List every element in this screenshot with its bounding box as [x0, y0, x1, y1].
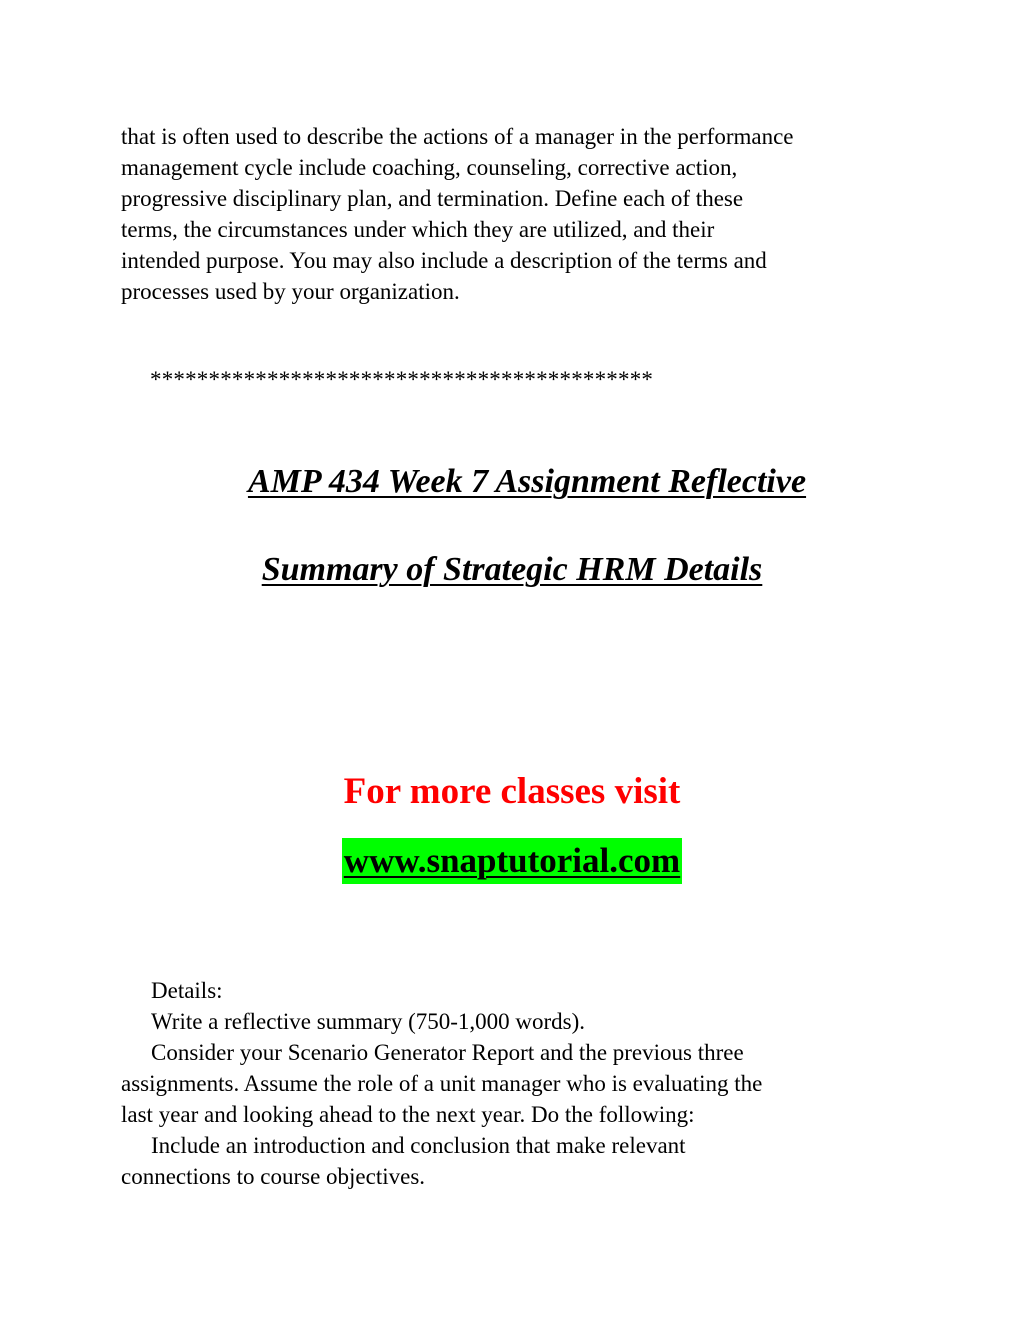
details-line: connections to course objectives.: [121, 1164, 426, 1189]
promo-text: For more classes visit: [343, 771, 681, 812]
details-heading: Details:: [151, 978, 223, 1003]
website-link[interactable]: www.snaptutorial.com: [342, 838, 682, 884]
details-line: assignments. Assume the role of a unit manager who is evaluating the: [121, 1071, 763, 1096]
promo-link-container: [0, 838, 1024, 884]
details-line: Consider your Scenario Generator Report and the previous three: [151, 1040, 744, 1065]
intro-line: processes used by your organization.: [121, 279, 460, 304]
details-line: last year and looking ahead to the next year. Do the following:: [121, 1102, 695, 1127]
intro-line: terms, the circumstances under which they are utilized, and their: [121, 217, 715, 242]
intro-line: progressive disciplinary plan, and termination. Define each of these: [121, 186, 744, 211]
intro-line: intended purpose. You may also include a description of the terms and: [121, 248, 767, 273]
heading-line-1: AMP 434 Week 7 Assignment Reflective: [247, 463, 807, 500]
intro-paragraph: [121, 121, 921, 307]
details-line: Include an introduction and conclusion that make relevant: [151, 1133, 686, 1158]
heading-line-2: Summary of Strategic HRM Details: [261, 551, 763, 588]
intro-line: that is often used to describe the actions of a manager in the performance: [121, 124, 794, 149]
details-line: Write a reflective summary (750-1,000 words).: [151, 1009, 586, 1034]
details-paragraph: [121, 975, 921, 1192]
intro-line: management cycle include coaching, counseling, corrective action,: [121, 155, 738, 180]
asterisk-separator: *******************************************: [150, 367, 654, 392]
